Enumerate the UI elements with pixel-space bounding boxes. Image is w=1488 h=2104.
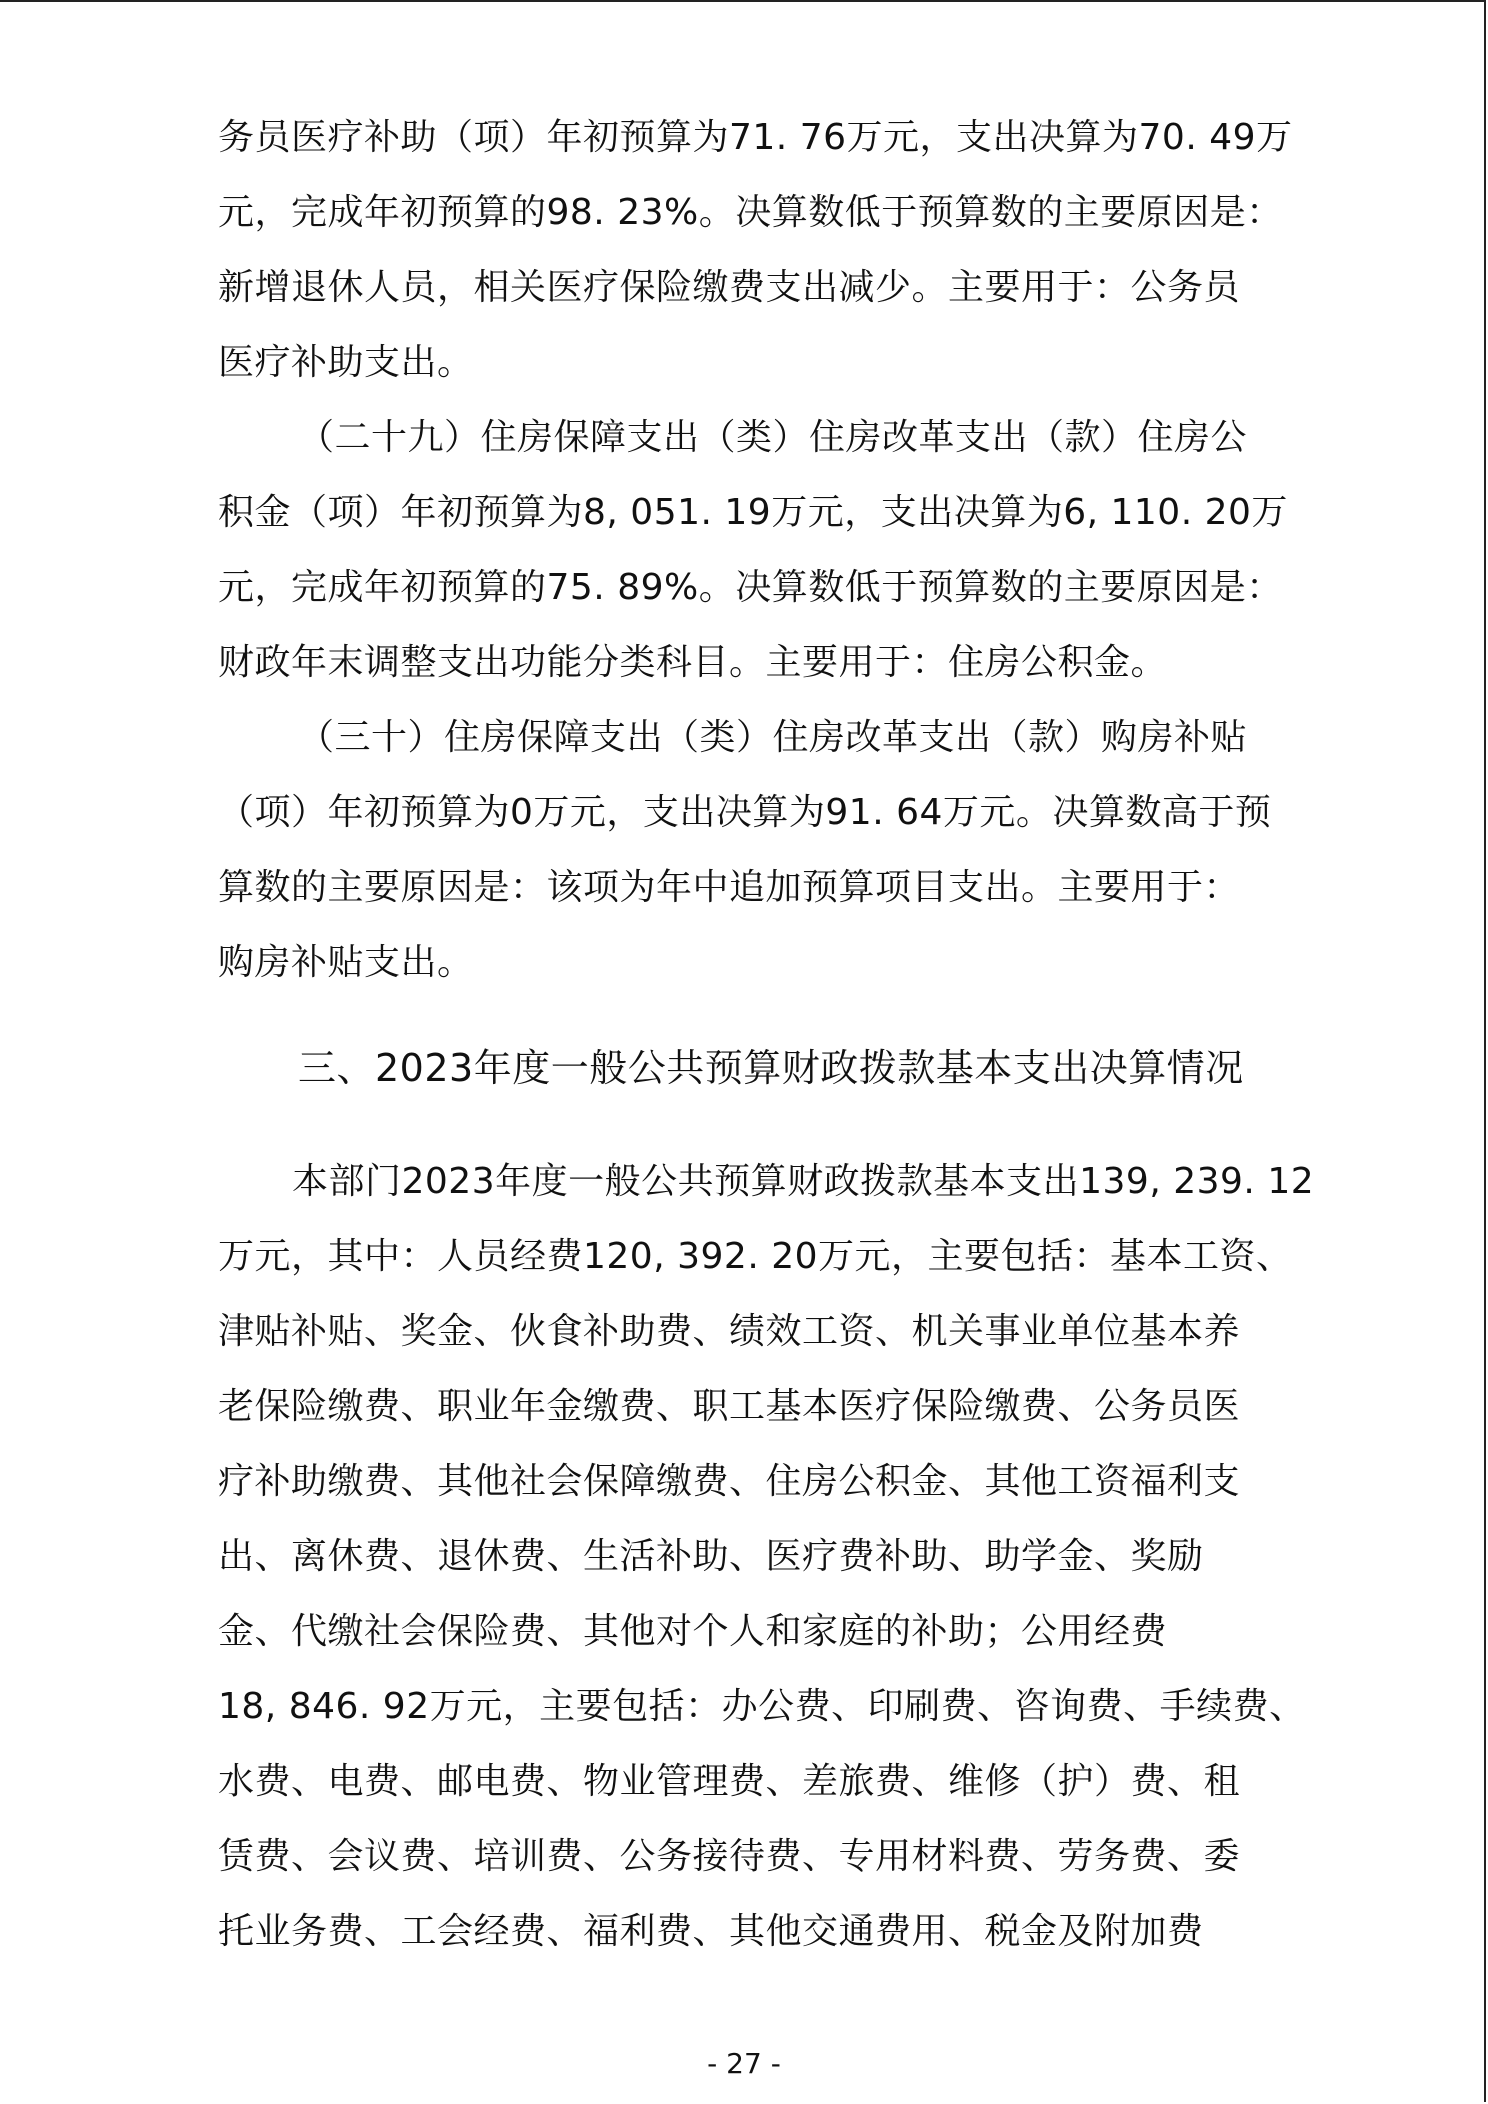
text-line: 务员医疗补助（项）年初预算为71. 76万元，支出决算为70. 49万 bbox=[218, 117, 1293, 158]
text-line: （项）年初预算为0万元，支出决算为91. 64万元。决算数高于预 bbox=[218, 792, 1272, 833]
text-line: 财政年末调整支出功能分类科目。主要用于：住房公积金。 bbox=[218, 642, 1168, 683]
text-line: 赁费、会议费、培训费、公务接待费、专用材料费、劳务费、委 bbox=[218, 1836, 1241, 1877]
text-line: 出、离休费、退休费、生活补助、医疗费补助、助学金、奖励 bbox=[218, 1536, 1204, 1577]
page-number: - 27 - bbox=[707, 2047, 781, 2080]
text-line: 医疗补助支出。 bbox=[218, 342, 474, 383]
text-line: 积金（项）年初预算为8, 051. 19万元，支出决算为6, 110. 20万 bbox=[218, 492, 1288, 533]
text-line: 托业务费、工会经费、福利费、其他交通费用、税金及附加费 bbox=[218, 1911, 1204, 1952]
text-line: 元，完成年初预算的98. 23%。决算数低于预算数的主要原因是： bbox=[218, 192, 1283, 233]
text-line: 购房补贴支出。 bbox=[218, 942, 474, 983]
text-line: 本部门2023年度一般公共预算财政拨款基本支出139, 239. 12 bbox=[292, 1161, 1315, 1202]
text-line: 老保险缴费、职业年金缴费、职工基本医疗保险缴费、公务员医 bbox=[218, 1386, 1241, 1427]
paragraph-basic-expenditure bbox=[218, 1144, 1315, 1969]
text-line: 万元，其中：人员经费120, 392. 20万元，主要包括：基本工资、 bbox=[218, 1236, 1293, 1277]
body-text-top bbox=[218, 100, 1293, 1000]
paragraph-housing-fund bbox=[218, 400, 1288, 700]
paragraph-medical-subsidy bbox=[218, 100, 1293, 400]
text-line: 津贴补贴、奖金、伙食补助费、绩效工资、机关事业单位基本养 bbox=[218, 1311, 1241, 1352]
section-heading: 三、2023年度一般公共预算财政拨款基本支出决算情况 bbox=[298, 1046, 1244, 1090]
text-line: 水费、电费、邮电费、物业管理费、差旅费、维修（护）费、租 bbox=[218, 1761, 1241, 1802]
text-line: 算数的主要原因是：该项为年中追加预算项目支出。主要用于： bbox=[218, 867, 1241, 908]
text-line: 疗补助缴费、其他社会保障缴费、住房公积金、其他工资福利支 bbox=[218, 1461, 1241, 1502]
text-line: （二十九）住房保障支出（类）住房改革支出（款）住房公 bbox=[298, 417, 1248, 458]
text-line: 元，完成年初预算的75. 89%。决算数低于预算数的主要原因是： bbox=[218, 567, 1283, 608]
text-line: 18, 846. 92万元，主要包括：办公费、印刷费、咨询费、手续费、 bbox=[218, 1686, 1306, 1727]
text-line: 新增退休人员，相关医疗保险缴费支出减少。主要用于：公务员 bbox=[218, 267, 1241, 308]
text-line: 金、代缴社会保险费、其他对个人和家庭的补助；公用经费 bbox=[218, 1611, 1168, 1652]
text-line: （三十）住房保障支出（类）住房改革支出（款）购房补贴 bbox=[298, 717, 1248, 758]
paragraph-housing-subsidy bbox=[218, 700, 1288, 1000]
